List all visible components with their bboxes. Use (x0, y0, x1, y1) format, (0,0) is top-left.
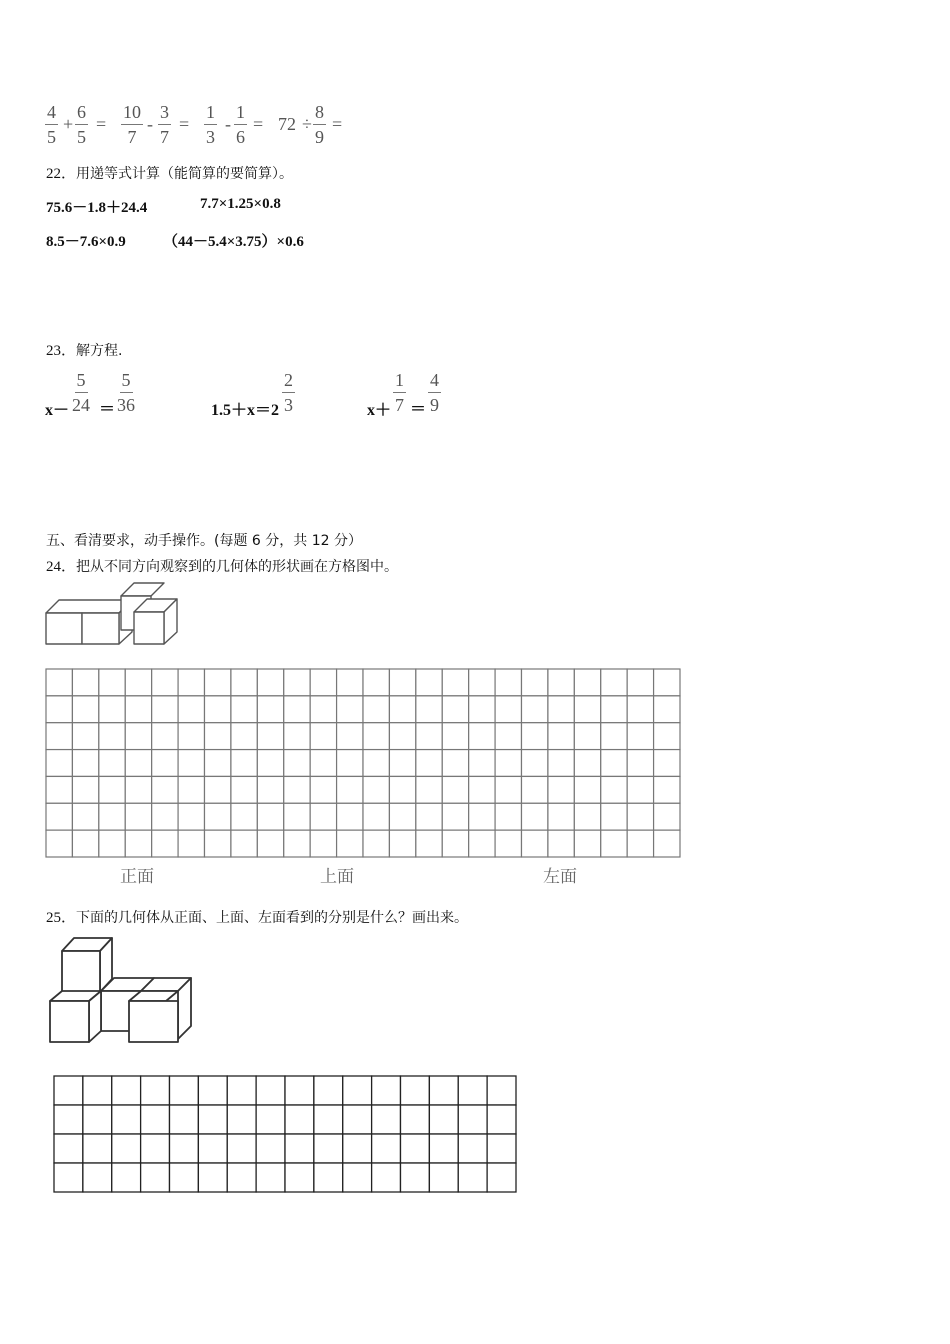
grid-cell[interactable] (178, 669, 204, 696)
grid-cell[interactable] (458, 1163, 487, 1192)
grid-cell[interactable] (170, 1134, 199, 1163)
grid-cell[interactable] (285, 1134, 314, 1163)
grid-cell[interactable] (416, 750, 442, 777)
grid-cell[interactable] (284, 776, 310, 803)
grid-cell[interactable] (469, 776, 495, 803)
grid-cell[interactable] (548, 723, 574, 750)
answer-grid-24[interactable] (45, 668, 681, 858)
grid-cell[interactable] (125, 750, 151, 777)
grid-cell[interactable] (372, 1076, 401, 1105)
grid-cell[interactable] (574, 830, 600, 857)
grid-cell[interactable] (627, 803, 653, 830)
grid-cell[interactable] (495, 723, 521, 750)
grid-cell[interactable] (627, 723, 653, 750)
expression: 8.5－7.6×0.9 (46, 234, 126, 250)
cube-top (46, 600, 132, 613)
grid-cell[interactable] (574, 776, 600, 803)
number: 72 (278, 114, 296, 134)
equals-sign: = (179, 114, 190, 134)
grid-cell[interactable] (522, 776, 548, 803)
grid-cell[interactable] (256, 1163, 285, 1192)
grid-cell[interactable] (522, 669, 548, 696)
cube-front (50, 1001, 89, 1042)
grid-cell[interactable] (205, 803, 231, 830)
grid-cell[interactable] (198, 1105, 227, 1134)
fraction: $\frac{1}{3}$ (206, 102, 215, 147)
grid-cell[interactable] (654, 776, 680, 803)
grid-cell[interactable] (178, 723, 204, 750)
equals-sign: = (332, 114, 343, 134)
grid-cell[interactable] (548, 696, 574, 723)
fraction: $\frac{4}{9}$ (430, 370, 439, 415)
grid-cell[interactable] (125, 830, 151, 857)
grid-cell[interactable] (310, 669, 336, 696)
grid-cell[interactable] (469, 750, 495, 777)
grid-cell[interactable] (442, 723, 468, 750)
grid-cell[interactable] (337, 723, 363, 750)
grid-cell[interactable] (574, 723, 600, 750)
grid-cell[interactable] (72, 750, 98, 777)
grid-cell[interactable] (574, 803, 600, 830)
question-number: 24． (46, 559, 77, 575)
fraction: $\frac{5}{24}$ (72, 370, 90, 415)
grid-cell[interactable] (284, 750, 310, 777)
grid-cell[interactable] (112, 1076, 141, 1105)
question-text: 下面的几何体从正面、上面、左面看到的分别是什么？画出来。 (76, 910, 469, 926)
grid-cell[interactable] (99, 803, 125, 830)
grid-cell[interactable] (548, 830, 574, 857)
grid-cell[interactable] (99, 669, 125, 696)
grid-cell[interactable] (416, 776, 442, 803)
grid-cell[interactable] (141, 1076, 170, 1105)
grid-cell[interactable] (654, 750, 680, 777)
question-text: 用递等式计算（能简算的要简算）。 (76, 166, 294, 182)
grid-cell[interactable] (522, 723, 548, 750)
grid-cell[interactable] (574, 750, 600, 777)
fraction: $\frac{6}{5}$ (77, 102, 86, 147)
fraction: $\frac{1}{7}$ (395, 370, 404, 415)
grid-cell[interactable] (257, 696, 283, 723)
cube-figure-25 (44, 934, 199, 1049)
grid-cell[interactable] (198, 1163, 227, 1192)
grid-cell[interactable] (141, 1105, 170, 1134)
grid-cell[interactable] (389, 803, 415, 830)
grid-cell[interactable] (522, 696, 548, 723)
grid-cell[interactable] (458, 1134, 487, 1163)
grid-cell[interactable] (46, 669, 72, 696)
grid-cell[interactable] (284, 723, 310, 750)
grid-cell[interactable] (198, 1076, 227, 1105)
grid-cell[interactable] (601, 803, 627, 830)
grid-cell[interactable] (429, 1163, 458, 1192)
grid-cell[interactable] (46, 830, 72, 857)
grid-cell[interactable] (83, 1134, 112, 1163)
grid-cell[interactable] (401, 1163, 430, 1192)
grid-cell[interactable] (83, 1163, 112, 1192)
operator: + (63, 114, 74, 134)
grid-cell[interactable] (205, 669, 231, 696)
grid-cell[interactable] (231, 776, 257, 803)
section-title: 五、看清要求，动手操作。(每题 6 分，共 12 分） (46, 533, 362, 549)
expression: 75.6－1.8＋24.4 (46, 200, 148, 216)
grid-cell[interactable] (72, 723, 98, 750)
grid-cell[interactable] (141, 1134, 170, 1163)
grid-cell[interactable] (522, 750, 548, 777)
grid-cell[interactable] (205, 696, 231, 723)
grid-cell[interactable] (72, 776, 98, 803)
grid-cell[interactable] (389, 750, 415, 777)
grid-cell[interactable] (46, 696, 72, 723)
grid-cell[interactable] (343, 1134, 372, 1163)
grid-cell[interactable] (401, 1134, 430, 1163)
grid-cell[interactable] (99, 750, 125, 777)
grid-cell[interactable] (627, 776, 653, 803)
grid-cell[interactable] (112, 1105, 141, 1134)
grid-cell[interactable] (487, 1163, 516, 1192)
grid-cell[interactable] (178, 830, 204, 857)
grid-cell[interactable] (231, 696, 257, 723)
cube-front (134, 612, 164, 644)
grid-cell[interactable] (337, 830, 363, 857)
grid-cell[interactable] (363, 830, 389, 857)
grid-cell[interactable] (54, 1163, 83, 1192)
grid-cell[interactable] (416, 669, 442, 696)
grid-cell[interactable] (205, 830, 231, 857)
grid-cell[interactable] (601, 669, 627, 696)
grid-cell[interactable] (343, 1163, 372, 1192)
question-text: 把从不同方向观察到的几何体的形状画在方格图中。 (76, 559, 399, 575)
grid-cell[interactable] (601, 750, 627, 777)
grid-cell[interactable] (574, 669, 600, 696)
grid-cell[interactable] (627, 750, 653, 777)
grid-cell[interactable] (99, 723, 125, 750)
grid-cell[interactable] (152, 696, 178, 723)
grid-cell[interactable] (372, 1134, 401, 1163)
equals-sign: = (253, 114, 264, 134)
grid-cell[interactable] (284, 830, 310, 857)
grid-cell[interactable] (83, 1105, 112, 1134)
grid-cell[interactable] (125, 723, 151, 750)
grid-cell[interactable] (285, 1076, 314, 1105)
grid-cell[interactable] (257, 803, 283, 830)
grid-cell[interactable] (99, 830, 125, 857)
grid-cell[interactable] (363, 750, 389, 777)
grid-cell[interactable] (495, 669, 521, 696)
fraction: $\frac{8}{9}$ (315, 102, 324, 147)
grid-cell[interactable] (227, 1134, 256, 1163)
grid-cell[interactable] (389, 669, 415, 696)
grid-cell[interactable] (343, 1076, 372, 1105)
cube-front (62, 951, 100, 992)
grid-cell[interactable] (46, 776, 72, 803)
grid-cell[interactable] (83, 1076, 112, 1105)
grid-cell[interactable] (495, 696, 521, 723)
grid-cell[interactable] (178, 696, 204, 723)
grid-cell[interactable] (469, 803, 495, 830)
grid-cell[interactable] (125, 803, 151, 830)
grid-cell[interactable] (363, 723, 389, 750)
cube-front (82, 613, 119, 644)
grid-cell[interactable] (314, 1076, 343, 1105)
grid-cell[interactable] (141, 1163, 170, 1192)
grid-cell[interactable] (152, 803, 178, 830)
grid-cell[interactable] (54, 1105, 83, 1134)
grid-cell[interactable] (416, 803, 442, 830)
grid-cell[interactable] (205, 723, 231, 750)
grid-cell[interactable] (495, 803, 521, 830)
grid-cell[interactable] (72, 830, 98, 857)
grid-cell[interactable] (257, 723, 283, 750)
grid-cell[interactable] (152, 723, 178, 750)
grid-cell[interactable] (54, 1076, 83, 1105)
grid-cell[interactable] (72, 669, 98, 696)
grid-cell[interactable] (46, 803, 72, 830)
grid-cell[interactable] (178, 776, 204, 803)
cube-top (121, 583, 164, 596)
grid-cell[interactable] (458, 1076, 487, 1105)
grid-cell[interactable] (601, 830, 627, 857)
grid-cell[interactable] (257, 830, 283, 857)
grid-cell[interactable] (227, 1163, 256, 1192)
grid-cell[interactable] (495, 830, 521, 857)
fraction: $\frac{2}{3}$ (284, 370, 293, 415)
grid-cell[interactable] (654, 723, 680, 750)
grid-cell[interactable] (231, 669, 257, 696)
grid-cell[interactable] (363, 803, 389, 830)
grid-cell[interactable] (627, 830, 653, 857)
grid-cell[interactable] (170, 1105, 199, 1134)
grid-cell[interactable] (54, 1134, 83, 1163)
grid-cell[interactable] (310, 803, 336, 830)
grid-cell[interactable] (205, 776, 231, 803)
grid-cell[interactable] (257, 776, 283, 803)
grid-cell[interactable] (627, 696, 653, 723)
grid-cell[interactable] (522, 803, 548, 830)
grid-cell[interactable] (389, 696, 415, 723)
grid-cell[interactable] (363, 696, 389, 723)
grid-cell[interactable] (46, 723, 72, 750)
label-left: 左面 (543, 867, 577, 887)
grid-cell[interactable] (401, 1076, 430, 1105)
grid-cell[interactable] (231, 723, 257, 750)
question-number: 23． (46, 343, 77, 359)
grid-cell[interactable] (522, 830, 548, 857)
grid-cell[interactable] (231, 750, 257, 777)
grid-cell[interactable] (654, 803, 680, 830)
label-front: 正面 (120, 867, 154, 887)
label-top: 上面 (320, 867, 354, 887)
grid-cell[interactable] (654, 830, 680, 857)
grid-cell[interactable] (125, 776, 151, 803)
fraction: $\frac{5}{36}$ (117, 370, 135, 415)
grid-cell[interactable] (548, 776, 574, 803)
grid-cell[interactable] (548, 803, 574, 830)
grid-cell[interactable] (416, 723, 442, 750)
grid-cell[interactable] (654, 669, 680, 696)
grid-cell[interactable] (337, 803, 363, 830)
grid-cell[interactable] (72, 696, 98, 723)
question-25 (46, 906, 468, 927)
grid-cell[interactable] (125, 696, 151, 723)
grid-cell[interactable] (442, 830, 468, 857)
grid-cell[interactable] (442, 803, 468, 830)
grid-cell[interactable] (389, 723, 415, 750)
grid-cell[interactable] (469, 696, 495, 723)
grid-cell[interactable] (152, 750, 178, 777)
grid-cell[interactable] (627, 669, 653, 696)
question-number: 22． (46, 166, 77, 182)
grid-cell[interactable] (256, 1134, 285, 1163)
grid-cell[interactable] (284, 696, 310, 723)
grid-cell[interactable] (495, 750, 521, 777)
question-23 (46, 339, 122, 360)
grid-cell[interactable] (231, 830, 257, 857)
grid-cell[interactable] (548, 669, 574, 696)
grid-cell[interactable] (487, 1105, 516, 1134)
grid-cell[interactable] (284, 669, 310, 696)
grid-cell[interactable] (469, 830, 495, 857)
question-text: 解方程. (76, 343, 123, 359)
grid-cell[interactable] (310, 776, 336, 803)
fraction: $\frac{3}{7}$ (160, 102, 169, 147)
grid-cell[interactable] (178, 750, 204, 777)
grid-cell[interactable] (284, 803, 310, 830)
grid-cell[interactable] (654, 696, 680, 723)
grid-cell[interactable] (372, 1163, 401, 1192)
grid-cell[interactable] (314, 1105, 343, 1134)
grid-cell[interactable] (337, 776, 363, 803)
grid-cell[interactable] (389, 776, 415, 803)
grid-cell[interactable] (178, 803, 204, 830)
grid-cell[interactable] (487, 1134, 516, 1163)
grid-cell[interactable] (198, 1134, 227, 1163)
grid-cell[interactable] (231, 803, 257, 830)
grid-cell[interactable] (487, 1076, 516, 1105)
grid-cell[interactable] (257, 669, 283, 696)
grid-cell[interactable] (125, 669, 151, 696)
operator: - (225, 114, 231, 134)
grid-cell[interactable] (170, 1076, 199, 1105)
cube-front (46, 613, 82, 644)
grid-cell[interactable] (310, 696, 336, 723)
grid-cell[interactable] (363, 669, 389, 696)
grid-cell[interactable] (99, 696, 125, 723)
grid-cell[interactable] (46, 750, 72, 777)
fraction: $\frac{1}{6}$ (236, 102, 245, 147)
expression: （44－5.4×3.75）×0.6 (163, 234, 304, 250)
grid-cell[interactable] (458, 1105, 487, 1134)
grid-cell[interactable] (310, 830, 336, 857)
grid-cell[interactable] (429, 1134, 458, 1163)
grid-cell[interactable] (429, 1105, 458, 1134)
grid-cell[interactable] (416, 830, 442, 857)
grid-cell[interactable] (112, 1134, 141, 1163)
grid-cell[interactable] (416, 696, 442, 723)
cube-figure-24 (40, 580, 185, 650)
grid-cell[interactable] (310, 723, 336, 750)
numerator: 4 (45, 103, 58, 125)
grid-cell[interactable] (429, 1076, 458, 1105)
grid-cell[interactable] (442, 776, 468, 803)
grid-cell[interactable] (363, 776, 389, 803)
grid-cell[interactable] (337, 669, 363, 696)
grid-cell[interactable] (601, 723, 627, 750)
grid-cell[interactable] (227, 1105, 256, 1134)
cube-front (129, 1001, 178, 1042)
grid-cell[interactable] (227, 1076, 256, 1105)
grid-cell[interactable] (601, 776, 627, 803)
question-24 (46, 555, 398, 576)
grid-cell[interactable] (310, 750, 336, 777)
grid-cell[interactable] (343, 1105, 372, 1134)
grid-cell[interactable] (152, 830, 178, 857)
grid-cell[interactable] (99, 776, 125, 803)
grid-cell[interactable] (601, 696, 627, 723)
divide-sign: ÷ (302, 114, 312, 134)
fraction (45, 103, 58, 146)
grid-cell[interactable] (389, 830, 415, 857)
grid-cell[interactable] (256, 1076, 285, 1105)
grid-cell[interactable] (469, 723, 495, 750)
grid-cell[interactable] (285, 1105, 314, 1134)
cube-side (89, 991, 101, 1042)
question-number: 25． (46, 910, 77, 926)
grid-cell[interactable] (152, 776, 178, 803)
grid-cell[interactable] (205, 750, 231, 777)
equals-sign: = (96, 114, 107, 134)
grid-cell[interactable] (337, 750, 363, 777)
grid-cell[interactable] (257, 750, 283, 777)
grid-cell[interactable] (574, 696, 600, 723)
grid-cell[interactable] (442, 696, 468, 723)
operator: - (147, 114, 153, 134)
grid-cell[interactable] (495, 776, 521, 803)
answer-grid-25[interactable] (53, 1075, 517, 1193)
grid-cell[interactable] (548, 750, 574, 777)
grid-cell[interactable] (442, 750, 468, 777)
grid-cell[interactable] (401, 1105, 430, 1134)
grid-cell[interactable] (337, 696, 363, 723)
denominator: 5 (47, 127, 56, 147)
grid-cell[interactable] (256, 1105, 285, 1134)
fraction: $\frac{10}{7}$ (123, 102, 141, 147)
expression: 7.7×1.25×0.8 (200, 196, 281, 212)
grid-cell[interactable] (469, 669, 495, 696)
grid-cell[interactable] (372, 1105, 401, 1134)
grid-cell[interactable] (152, 669, 178, 696)
grid-cell[interactable] (112, 1163, 141, 1192)
grid-cell[interactable] (72, 803, 98, 830)
grid-cell[interactable] (314, 1134, 343, 1163)
grid-cell[interactable] (314, 1163, 343, 1192)
question-22 (46, 162, 293, 183)
grid-cell[interactable] (285, 1163, 314, 1192)
grid-cell[interactable] (442, 669, 468, 696)
grid-cell[interactable] (170, 1163, 199, 1192)
